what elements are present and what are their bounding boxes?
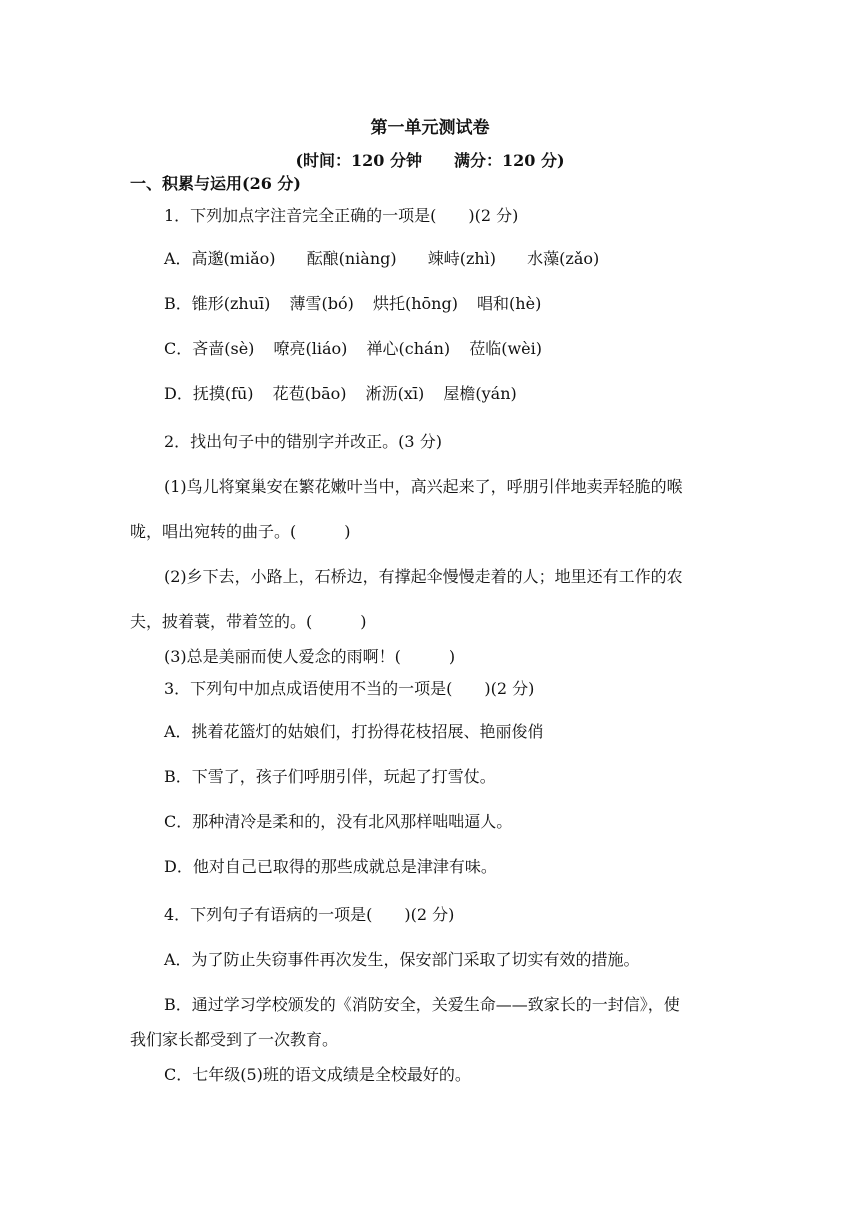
q1-option-d xyxy=(164,384,517,404)
q2-sentence-2b: 夫，披着蓑，带着笠的。( ) xyxy=(130,612,367,631)
q1-a-word-2: 酝酿(niàng) xyxy=(306,249,397,268)
q1-option-c xyxy=(164,339,542,359)
q1-option-b xyxy=(164,294,541,314)
q1-d-word-1: D．抚摸(fū) xyxy=(164,384,254,403)
q1-c-word-1: C．吝啬(sè) xyxy=(164,339,255,358)
q1-a-word-4: 水藻(zǎo) xyxy=(527,249,600,268)
q3-option-a: A．挑着花篮灯的姑娘们，打扮得花枝招展、艳丽俊俏 xyxy=(164,722,544,741)
q3-option-b: B．下雪了，孩子们呼朋引伴，玩起了打雪仗。 xyxy=(164,767,496,786)
q3-option-d: D．他对自己已取得的那些成就总是津津有味。 xyxy=(164,857,497,876)
q1-c-word-3: 禅心(chán) xyxy=(366,339,451,358)
q4-option-c: C．七年级(5)班的语文成绩是全校最好的。 xyxy=(164,1065,471,1084)
q1-stem: 1．下列加点字注音完全正确的一项是( )(2 分) xyxy=(164,206,519,225)
q2-sentence-1a: (1)鸟儿将窠巢安在繁花嫩叶当中，高兴起来了，呼朋引伴地卖弄轻脆的喉 xyxy=(164,477,683,496)
q4-stem: 4．下列句子有语病的一项是( )(2 分) xyxy=(164,905,455,924)
exam-info: (时间：120 分钟 满分：120 分) xyxy=(295,151,565,170)
q1-b-word-1: B．锥形(zhuī) xyxy=(164,294,271,313)
q1-c-word-4: 莅临(wèi) xyxy=(469,339,542,358)
q1-c-word-2: 嘹亮(liáo) xyxy=(273,339,348,358)
q1-a-word-1: A．高邈(miǎo) xyxy=(164,249,276,268)
q1-option-a xyxy=(164,249,599,269)
q1-d-word-2: 花苞(bāo) xyxy=(272,384,347,403)
q4-option-b-line1: B．通过学习学校颁发的《消防安全，关爱生命——致家长的一封信》，使 xyxy=(164,995,680,1014)
q1-d-word-4: 屋檐(yán) xyxy=(443,384,517,403)
q1-d-word-3: 淅沥(xī) xyxy=(365,384,425,403)
q2-stem: 2．找出句子中的错别字并改正。(3 分) xyxy=(164,432,442,451)
q3-stem: 3．下列句中加点成语使用不当的一项是( )(2 分) xyxy=(164,679,535,698)
q1-b-word-3: 烘托(hōng) xyxy=(372,294,458,313)
section-heading: 一、积累与运用(26 分) xyxy=(130,174,301,193)
q1-a-word-3: 竦峙(zhì) xyxy=(427,249,497,268)
q2-sentence-3: (3)总是美丽而使人爱念的雨啊！( ) xyxy=(164,647,456,666)
q4-option-b-line2: 我们家长都受到了一次教育。 xyxy=(130,1030,339,1049)
q4-option-a: A．为了防止失窃事件再次发生，保安部门采取了切实有效的措施。 xyxy=(164,950,640,969)
page-title: 第一单元测试卷 xyxy=(370,118,490,138)
q2-sentence-1b: 咙，唱出宛转的曲子。( ) xyxy=(130,522,351,541)
q3-option-c: C．那种清冷是柔和的，没有北风那样咄咄逼人。 xyxy=(164,812,513,831)
q2-sentence-2a: (2)乡下去，小路上，石桥边，有撑起伞慢慢走着的人；地里还有工作的农 xyxy=(164,567,683,586)
q1-b-word-2: 薄雪(bó) xyxy=(289,294,354,313)
q1-b-word-4: 唱和(hè) xyxy=(477,294,542,313)
